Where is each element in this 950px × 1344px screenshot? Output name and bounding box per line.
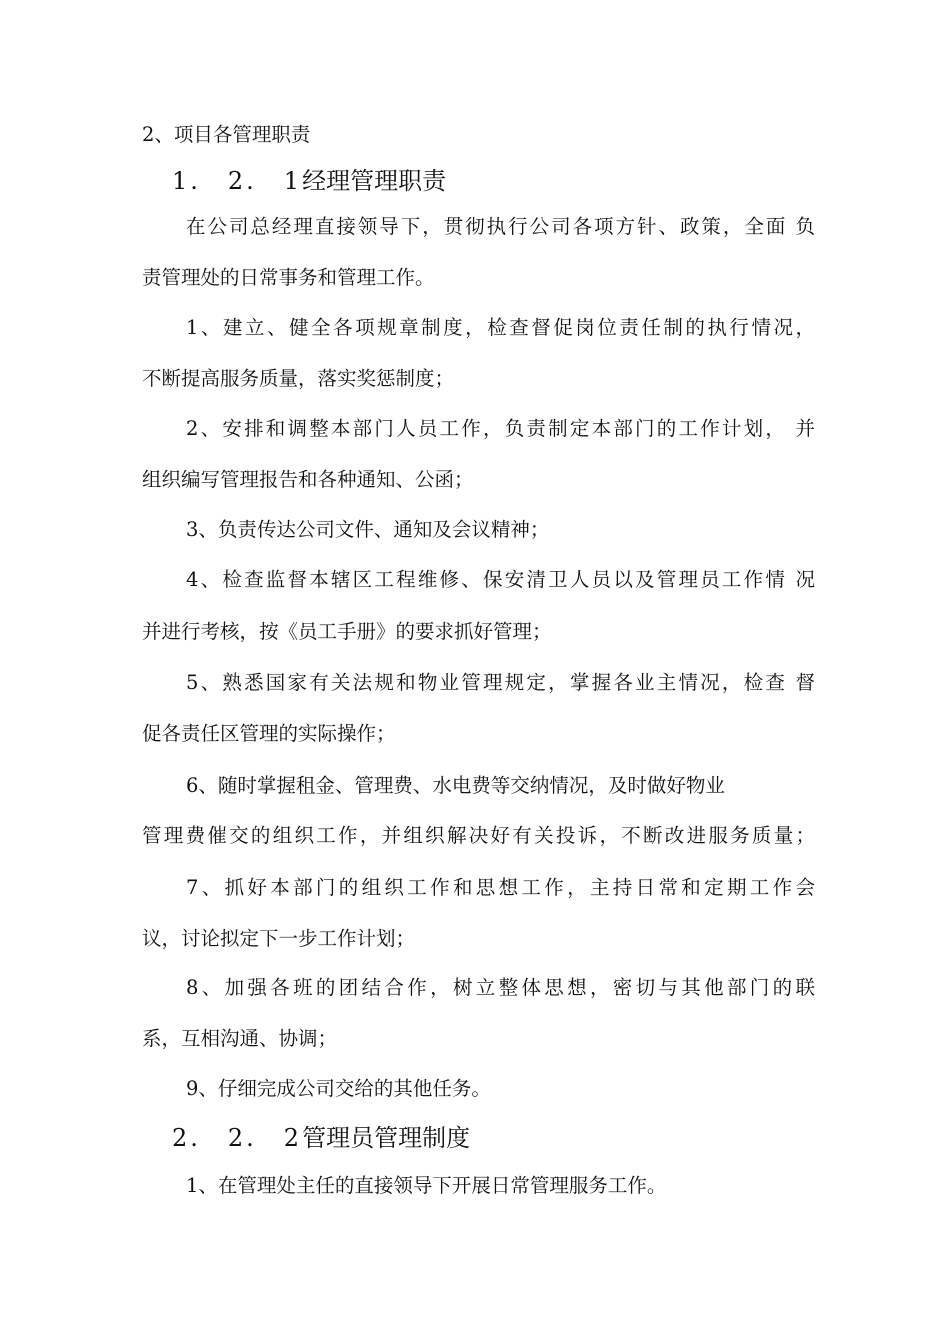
subsection-title: 经理管理职责 xyxy=(302,167,447,195)
intro-line-2: 责管理处的日常事务和管理工作。 xyxy=(142,266,435,289)
subsection-number: 2. 2. 2 xyxy=(172,1124,303,1152)
subsection-heading-2 xyxy=(172,1123,470,1153)
list-item-1-line-1: 1、建立、健全各项规章制度，检查督促岗位责任制的执行情况， xyxy=(186,316,815,339)
subsection-heading-1 xyxy=(172,166,446,196)
list-item-4-line-2: 并进行考核，按《员工手册》的要求抓好管理； xyxy=(142,620,552,643)
list-item-5-line-1: 5、熟悉国家有关法规和物业管理规定，掌握各业主情况，检查 督 xyxy=(186,671,815,694)
list-item-6-line-2: 管理费催交的组织工作，并组织解决好有关投诉，不断改进服务质量； xyxy=(142,824,815,847)
list-item-1-line-2: 不断提高服务质量，落实奖惩制度； xyxy=(142,367,455,390)
list-item-3-line-1: 3、负责传达公司文件、通知及会议精神； xyxy=(186,518,550,541)
intro-line-1: 在公司总经理直接领导下，贯彻执行公司各项方针、政策，全面 负 xyxy=(186,215,815,238)
list-item-2-line-1: 2、安排和调整本部门人员工作，负责制定本部门的工作计划， 并 xyxy=(186,417,815,440)
list-item-7-line-2: 议，讨论拟定下一步工作计划； xyxy=(142,927,416,950)
list-item-2-line-2: 组织编写管理报告和各种通知、公函； xyxy=(142,468,474,491)
subsection-title: 管理员管理制度 xyxy=(302,1124,471,1152)
list-item-8-line-2: 系，互相沟通、协调； xyxy=(142,1027,338,1050)
list-item-5-line-2: 促各责任区管理的实际操作； xyxy=(142,722,396,745)
list-item-8-line-1: 8、加强各班的团结合作，树立整体思想，密切与其他部门的联 xyxy=(186,976,815,999)
list-item-4-line-1: 4、检查监督本辖区工程维修、保安清卫人员以及管理员工作情 况 xyxy=(186,568,815,591)
list-item-9-line-1: 9、仔细完成公司交给的其他任务。 xyxy=(186,1077,491,1100)
section-title: 2、项目各管理职责 xyxy=(142,123,311,146)
list-item-6-line-1: 6、随时掌握租金、管理费、水电费等交纳情况，及时做好物业 xyxy=(186,774,725,797)
subsection-number: 1. 2. 1 xyxy=(172,167,303,195)
sub2-list-item-1: 1、在管理处主任的直接领导下开展日常管理服务工作。 xyxy=(186,1174,667,1197)
list-item-7-line-1: 7、抓好本部门的组织工作和思想工作，主持日常和定期工作会 xyxy=(186,876,815,899)
